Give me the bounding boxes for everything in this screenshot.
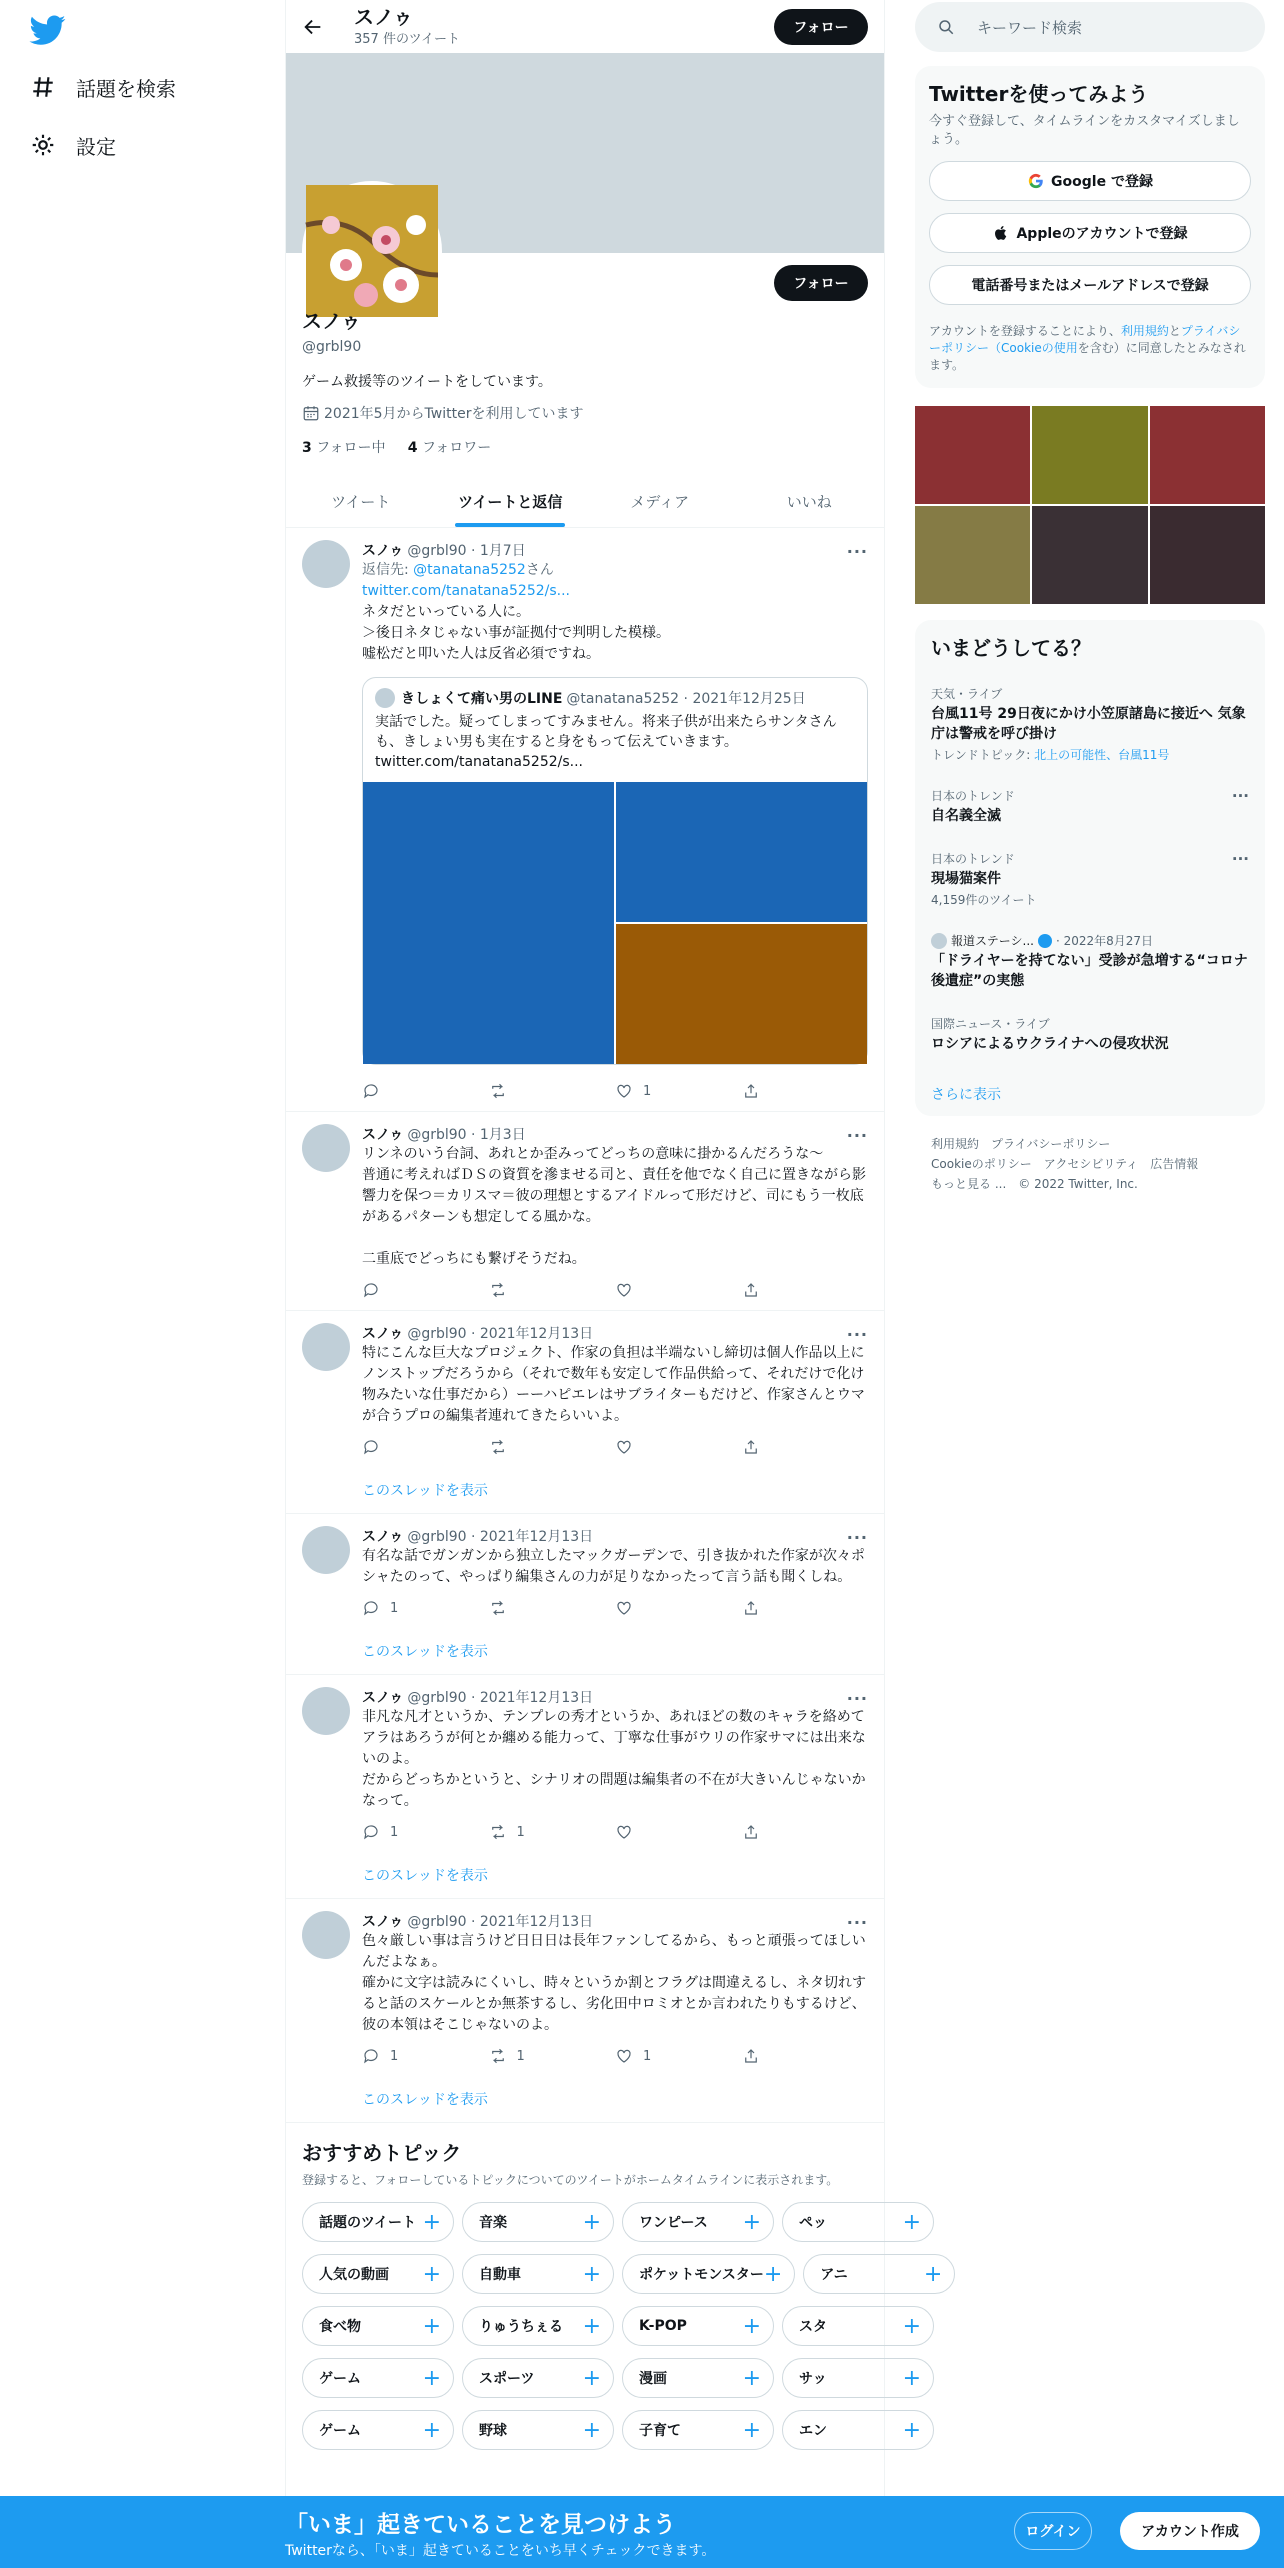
reply-icon — [362, 1438, 380, 1456]
topic-pill[interactable] — [302, 2410, 454, 2450]
tweet-header — [362, 1911, 868, 1931]
retweet-icon — [489, 1823, 507, 1841]
news-source-avatar — [931, 933, 947, 949]
bottom-bar-title: 「いま」起きていることを見つけよう — [285, 2512, 676, 2538]
plus-icon: + — [422, 2417, 441, 2443]
tweet-meta: @grbl90 · 2021年12月13日 — [407, 1690, 594, 1706]
reply-button[interactable] — [362, 1599, 489, 1617]
topic-label: 音楽 — [479, 2215, 507, 2231]
topic-pill[interactable] — [782, 2306, 934, 2346]
google-signup-button[interactable] — [929, 161, 1251, 201]
quote-avatar — [375, 688, 395, 708]
tweet-actions — [362, 1270, 868, 1310]
tweet-link[interactable]: twitter.com/tanatana5252/s... — [362, 583, 570, 599]
trend-title: 現場猫案件 — [931, 871, 1001, 887]
privacy-link[interactable]: プライバシーポリシー（Cookieの使用 — [929, 324, 1241, 355]
plus-icon: + — [742, 2313, 761, 2339]
tweet-header — [362, 1687, 868, 1707]
trend-title: 台風11号 29日夜にかけ小笠原諸島に接近へ 気象庁は警戒を呼び掛け — [931, 706, 1246, 742]
tweet-meta: @grbl90 · 2021年12月13日 — [407, 1529, 594, 1545]
terms-link[interactable]: 利用規約 — [1120, 324, 1169, 338]
google-signup-label: Google で登録 — [1051, 174, 1153, 190]
topic-pill[interactable] — [302, 2306, 454, 2346]
topic-label: 漫画 — [639, 2371, 667, 2387]
more-options-icon[interactable]: ··· — [846, 1126, 868, 1145]
tweet-author-name[interactable]: スノゥ — [362, 1529, 404, 1545]
quote-media-image[interactable] — [616, 924, 867, 1064]
retweet-count: 1 — [516, 1824, 525, 1840]
topic-pill[interactable] — [302, 2358, 454, 2398]
news-date: · 2022年8月27日 — [1055, 934, 1154, 948]
heart-icon — [615, 1599, 633, 1617]
trend-count: 4,159件のツイート — [931, 893, 1037, 907]
share-button[interactable] — [742, 1438, 869, 1456]
reply-icon — [362, 2047, 380, 2065]
topic-label: ゲーム — [319, 2371, 361, 2387]
topic-pill[interactable] — [462, 2202, 614, 2242]
topic-row — [302, 2410, 921, 2450]
tweet[interactable] — [286, 1899, 884, 2123]
media-thumbnail[interactable] — [915, 506, 1030, 604]
footer-link[interactable]: Cookieのポリシー — [931, 1157, 1032, 1171]
plus-icon: + — [422, 2365, 441, 2391]
topic-label: 自動車 — [479, 2267, 521, 2283]
topic-pill[interactable] — [622, 2358, 774, 2398]
heart-icon — [615, 1823, 633, 1841]
tweet-actions — [362, 1812, 868, 1852]
followers-count: 4 — [407, 440, 418, 456]
tweet[interactable] — [286, 528, 884, 1112]
share-icon — [742, 1438, 760, 1456]
tweet-author-name[interactable]: スノゥ — [362, 1914, 404, 1930]
nav-settings-label: 設定 — [76, 134, 116, 159]
tweet-actions — [362, 1588, 868, 1628]
plus-icon: + — [582, 2261, 601, 2287]
calendar-icon — [302, 404, 320, 422]
tab-media[interactable]: メディア — [630, 492, 690, 511]
like-button[interactable] — [615, 1599, 742, 1617]
left-nav — [0, 0, 285, 2568]
show-thread-link[interactable]: このスレッドを表示 — [362, 1483, 488, 1499]
topic-pill[interactable] — [622, 2254, 795, 2294]
reply-to-handle[interactable]: @tanatana5252 — [413, 562, 526, 578]
heart-icon — [615, 1281, 633, 1299]
legal-and: と — [1168, 324, 1181, 338]
retweet-button[interactable] — [489, 1823, 616, 1841]
trend-category: 天気・ライブ — [931, 687, 1003, 701]
apple-signup-button[interactable] — [929, 213, 1251, 253]
plus-icon: + — [422, 2209, 441, 2235]
tweet-actions — [362, 1427, 868, 1467]
media-grid — [915, 406, 1265, 604]
reply-count: 1 — [390, 1824, 399, 1840]
plus-icon: + — [902, 2365, 921, 2391]
profile-follow-stats — [286, 437, 884, 457]
topic-row — [302, 2202, 921, 2242]
following-link[interactable] — [302, 440, 386, 456]
plus-icon: + — [902, 2417, 921, 2443]
more-options-icon[interactable]: ··· — [846, 1325, 868, 1344]
more-options-icon[interactable]: ··· — [1231, 787, 1249, 805]
tweet-text: ネタだといっている人に。 ＞後日ネタじゃない事が証拠付で判明した模様。 嘘松だと叩いた人は反省必須ですね。 — [362, 604, 670, 662]
topic-label: 食べ物 — [319, 2319, 361, 2335]
tweet[interactable] — [286, 1675, 884, 1899]
trend-title: ロシアによるウクライナへの侵攻状況 — [931, 1036, 1169, 1052]
signup-subtitle: 今すぐ登録して、タイムラインをカスタマイズしましょう。 — [929, 114, 1240, 147]
more-options-icon[interactable]: ··· — [1231, 850, 1249, 868]
trends-card — [915, 620, 1265, 1116]
profile-joined — [286, 403, 884, 423]
media-thumbnail[interactable] — [1032, 506, 1147, 604]
heart-icon — [615, 2047, 633, 2065]
retweet-button[interactable] — [489, 2047, 616, 2065]
tweet-meta: @grbl90 · 1月3日 — [407, 1127, 526, 1143]
plus-icon: + — [742, 2365, 761, 2391]
news-title: 「ドライヤーを持てない」受診が急増する“コロナ後遺症”の実態 — [931, 953, 1248, 989]
heart-icon — [615, 1438, 633, 1456]
plus-icon: + — [582, 2313, 601, 2339]
more-options-icon[interactable]: ··· — [846, 1913, 868, 1932]
news-source-name: 報道ステーシ... — [951, 934, 1034, 948]
reply-count: 1 — [390, 1600, 399, 1616]
hashtag-icon — [30, 74, 56, 100]
topic-label: ペッ — [799, 2215, 827, 2231]
heart-icon — [615, 1082, 633, 1100]
nav-settings[interactable] — [30, 120, 116, 170]
tweet-header — [362, 1526, 868, 1546]
topic-pill[interactable] — [462, 2306, 614, 2346]
trend-item[interactable] — [931, 787, 1249, 826]
reply-button[interactable] — [362, 2047, 489, 2065]
search-icon — [937, 18, 955, 36]
reply-count: 1 — [390, 2048, 399, 2064]
reply-suffix: さん — [525, 562, 554, 578]
twitter-logo-icon[interactable] — [30, 12, 66, 48]
topics-subtitle: 登録すると、フォローしているトピックについてのツイートがホームタイムラインに表示されます。 — [302, 2173, 839, 2187]
like-button[interactable] — [615, 1823, 742, 1841]
topic-pill[interactable] — [302, 2254, 454, 2294]
show-thread-link[interactable]: このスレッドを表示 — [362, 1868, 488, 1884]
quote-header — [363, 678, 867, 708]
topic-pill[interactable] — [782, 2410, 934, 2450]
header-name: スノゥ — [354, 5, 413, 29]
bottom-bar-subtitle: Twitterなら、「いま」起きていることをいち早くチェックできます。 — [285, 2543, 716, 2559]
following-label: フォロー中 — [311, 440, 386, 456]
tweet-avatar[interactable] — [302, 540, 350, 588]
trend-category: 国際ニュース・ライブ — [931, 1017, 1050, 1031]
plus-icon: + — [742, 2417, 761, 2443]
tweet-author-name[interactable]: スノゥ — [362, 1690, 404, 1706]
gear-icon — [30, 132, 56, 158]
media-thumbnail[interactable] — [1032, 406, 1147, 504]
news-item[interactable] — [931, 932, 1249, 991]
trend-item[interactable] — [931, 1015, 1249, 1054]
topic-pill[interactable] — [622, 2410, 774, 2450]
like-button[interactable] — [615, 1281, 742, 1299]
tab-tweets[interactable]: ツイート — [331, 492, 391, 511]
profile-top — [286, 253, 884, 343]
plus-icon: + — [763, 2261, 783, 2287]
trend-title: 自名義全滅 — [931, 808, 1001, 824]
more-options-icon[interactable]: ··· — [846, 1689, 868, 1708]
legal-post: を含む）に同意したとみなされます。 — [929, 341, 1246, 372]
topic-label: 人気の動画 — [319, 2267, 389, 2283]
tab-tweets-and-replies[interactable]: ツイートと返信 — [436, 475, 586, 527]
retweet-button[interactable] — [489, 1281, 616, 1299]
plus-icon: + — [923, 2261, 943, 2287]
news-source — [931, 932, 1249, 949]
tweet-author-name[interactable]: スノゥ — [362, 1127, 404, 1143]
profile-handle: @grbl90 — [302, 339, 362, 355]
share-icon — [742, 1281, 760, 1299]
reply-icon — [362, 1281, 380, 1299]
tweet-text: 有名な話でガンガンから独立したマックガーデンで、引き抜かれた作家が次々ポシャたのって、やっぱり編集さんの力が足りなかったって言う話も聞くしね。 — [362, 1548, 865, 1585]
signup-title: Twitterを使ってみよう — [929, 82, 1149, 106]
retweet-button[interactable] — [489, 1438, 616, 1456]
topic-pill[interactable] — [462, 2410, 614, 2450]
signup-card — [915, 66, 1265, 388]
profile-avatar[interactable] — [302, 181, 442, 321]
reply-icon — [362, 1823, 380, 1841]
topic-label: ポケットモンスター — [639, 2267, 764, 2283]
tweet-author-name[interactable]: スノゥ — [362, 543, 404, 559]
profile-joined-text: 2021年5月からTwitterを利用しています — [324, 406, 584, 422]
topic-pill[interactable] — [462, 2358, 614, 2398]
topic-label: アニ — [820, 2267, 848, 2283]
copyright: © 2022 Twitter, Inc. — [1018, 1177, 1138, 1191]
retweet-icon — [489, 2047, 507, 2065]
quote-text: 実話でした。疑ってしまってすみません。将来子供が出来たらサンタさんも、きしょい男も実在すると身をもって伝えていきます。 twitter.com/tanatana5252/s... — [375, 714, 837, 770]
tweet-meta: @grbl90 · 2021年12月13日 — [407, 1326, 594, 1342]
nav-explore-label: 話題を検索 — [76, 76, 176, 101]
right-sidebar — [915, 0, 1265, 1194]
retweet-icon — [489, 1438, 507, 1456]
topic-pill[interactable] — [622, 2306, 774, 2346]
plus-icon: + — [902, 2313, 921, 2339]
followers-link[interactable] — [408, 440, 492, 456]
flower-avatar-image — [306, 185, 438, 317]
follow-button[interactable]: フォロー — [774, 265, 868, 301]
topic-label: スポーツ — [479, 2371, 535, 2387]
quote-media-image[interactable] — [363, 782, 614, 1064]
share-button[interactable] — [742, 1281, 869, 1299]
tweet-text: 非凡な凡才というか、テンプレの秀才というか、あれほどの数のキャラを絡めてアラはあろうが何とか纏める能力って、丁寧な仕事がウリの作家サマには出来ないのよ。 だからどっちかというと、シナリオの問題は編集者の不在が大きいんじゃないかなって。 — [362, 1709, 866, 1809]
tweet-actions — [362, 2036, 868, 2076]
verified-badge-icon — [1038, 934, 1052, 948]
tweet-author-name[interactable]: スノゥ — [362, 1326, 404, 1342]
tweet-avatar[interactable] — [302, 1526, 350, 1574]
profile-header — [286, 0, 884, 53]
topic-label: ゲーム — [319, 2423, 361, 2439]
header-text — [354, 6, 460, 47]
show-more-link[interactable]: さらに表示 — [931, 1087, 1001, 1103]
topic-pill[interactable] — [622, 2202, 774, 2242]
topic-row — [302, 2306, 921, 2346]
plus-icon: + — [582, 2417, 601, 2443]
reply-button[interactable] — [362, 1823, 489, 1841]
topic-label: ワンピース — [639, 2215, 708, 2231]
trend-subtitle — [931, 746, 1249, 763]
footer-link[interactable]: プライバシーポリシー — [991, 1137, 1111, 1151]
bottom-signup-bar — [0, 2496, 1284, 2568]
quote-media-grid — [363, 782, 867, 1064]
quoted-tweet[interactable] — [362, 677, 868, 1065]
like-count: 1 — [643, 1083, 652, 1099]
topic-row — [302, 2254, 943, 2294]
nav-explore[interactable] — [30, 62, 176, 112]
share-button[interactable] — [742, 1599, 869, 1617]
tweet[interactable] — [286, 1112, 884, 1311]
trend-item[interactable] — [931, 850, 1249, 908]
tweet-header — [362, 1323, 868, 1343]
tweet-meta: @grbl90 · 2021年12月13日 — [407, 1914, 594, 1930]
login-button[interactable]: ログイン — [1014, 2512, 1092, 2550]
topic-pill[interactable] — [302, 2202, 454, 2242]
plus-icon: + — [582, 2365, 601, 2391]
topic-pill[interactable] — [782, 2202, 934, 2242]
tweet-header — [362, 1124, 868, 1144]
retweet-icon — [489, 1281, 507, 1299]
topic-label: りゅうちぇる — [479, 2319, 563, 2335]
topic-pill[interactable] — [782, 2358, 934, 2398]
tweet[interactable] — [286, 1311, 884, 1514]
tweet-avatar[interactable] — [302, 1323, 350, 1371]
media-thumbnail[interactable] — [1150, 506, 1265, 604]
tweet-text: リンネのいう台詞、あれとか歪みってどっちの意味に掛かるんだろうな～ 普通に考えればＤＳの資質を滲ませる司と、責任を他でなく自己に置きながら影響力を保つ＝カリスマ＝彼の理想とするアイドルって形だけど、司にもう一枚底があるパターンも想定してる風かな。 二重底でどっちにも繋げそうだね。 — [362, 1146, 866, 1267]
share-icon — [742, 2047, 760, 2065]
topic-label: サッ — [799, 2371, 827, 2387]
tweet-avatar[interactable] — [302, 1687, 350, 1735]
plus-icon: + — [742, 2209, 761, 2235]
like-button[interactable] — [615, 1438, 742, 1456]
reply-to-line — [362, 560, 868, 581]
quote-meta: @tanatana5252 · 2021年12月25日 — [566, 691, 806, 707]
topics-title: おすすめトピック — [302, 2141, 462, 2165]
plus-icon: + — [582, 2209, 601, 2235]
header-follow-button[interactable]: フォロー — [774, 9, 868, 45]
legal-pre: アカウントを登録することにより、 — [929, 324, 1121, 338]
media-thumbnail[interactable] — [915, 406, 1030, 504]
trend-sub-prefix: トレンドトピック: — [931, 748, 1035, 762]
tweet[interactable] — [286, 1514, 884, 1675]
header-tweet-count: 357 件のツイート — [354, 32, 461, 47]
tweet-header — [362, 540, 868, 560]
reply-button[interactable] — [362, 1438, 489, 1456]
trend-category: 日本のトレンド — [931, 789, 1015, 803]
like-button[interactable] — [615, 1082, 742, 1100]
more-options-icon[interactable]: ··· — [846, 1528, 868, 1547]
trends-title: いまどうしてる？ — [931, 636, 1091, 660]
trend-item[interactable] — [931, 685, 1249, 763]
footer-link[interactable]: もっと見る ... — [931, 1177, 1007, 1191]
topic-label: スタ — [799, 2319, 827, 2335]
tweet-actions — [362, 1071, 868, 1111]
share-icon — [742, 1599, 760, 1617]
topic-label: 子育て — [639, 2423, 681, 2439]
share-button[interactable] — [742, 1823, 869, 1841]
reply-icon — [362, 1599, 380, 1617]
share-button[interactable] — [742, 2047, 869, 2065]
search-input[interactable] — [915, 2, 1265, 52]
apple-icon — [992, 224, 1010, 242]
quote-media-image[interactable] — [616, 782, 867, 922]
footer-link[interactable]: 利用規約 — [931, 1137, 980, 1151]
google-icon — [1027, 172, 1045, 190]
phone-email-signup-button[interactable]: 電話番号またはメールアドレスで登録 — [929, 265, 1251, 305]
profile-name: スノゥ — [302, 309, 361, 333]
more-options-icon[interactable]: ··· — [846, 542, 868, 561]
plus-icon: + — [902, 2209, 921, 2235]
footer-link[interactable]: 広告情報 — [1150, 1157, 1199, 1171]
topic-pills — [302, 2202, 943, 2450]
tweet-meta: @grbl90 · 1月7日 — [407, 543, 526, 559]
search-placeholder: キーワード検索 — [977, 18, 1083, 37]
topic-row — [302, 2358, 921, 2398]
footer-links — [915, 1134, 1265, 1194]
followers-label: フォロワー — [417, 440, 492, 456]
retweet-button[interactable] — [489, 1082, 616, 1100]
main-column — [285, 0, 943, 2568]
retweet-icon — [489, 1082, 507, 1100]
footer-link[interactable]: アクセシビリティ — [1043, 1157, 1139, 1171]
media-thumbnail[interactable] — [1150, 406, 1265, 504]
recommended-topics — [286, 2123, 943, 2450]
share-button[interactable] — [742, 1082, 869, 1100]
show-thread-link[interactable]: このスレッドを表示 — [362, 1644, 488, 1660]
profile-tabs — [286, 475, 884, 528]
back-arrow-icon[interactable] — [302, 16, 324, 38]
topic-label: 野球 — [479, 2423, 507, 2439]
reply-button[interactable] — [362, 1082, 489, 1100]
reply-icon — [362, 1082, 380, 1100]
tweet-text: 特にこんな巨大なプロジェクト、作家の負担は半端ないし締切は個人作品以上にノンストップだろうから（それで数年も安定して作品供給って、それだけで化け物みたいな仕事だから）ーーハピエレはサブライターもだけど、作家さんとウマが合うプロの編集者連れてきたらいいよ。 — [362, 1345, 865, 1424]
signup-legal — [929, 323, 1251, 374]
trend-sub-link[interactable]: 北上の可能性、台風11号 — [1034, 748, 1170, 762]
topic-label: K-POP — [639, 2318, 687, 2334]
retweet-button[interactable] — [489, 1599, 616, 1617]
like-count: 1 — [643, 2048, 652, 2064]
plus-icon: + — [422, 2313, 441, 2339]
topic-label: 話題のツイート — [319, 2215, 417, 2231]
profile-bio: ゲーム救援等のツイートをしています。 — [302, 374, 552, 390]
quote-author-name: きしょくて痛い男のLINE — [401, 691, 563, 707]
tweet-avatar[interactable] — [302, 1911, 350, 1959]
share-icon — [742, 1082, 760, 1100]
tab-likes[interactable]: いいね — [786, 492, 832, 511]
share-icon — [742, 1823, 760, 1841]
show-thread-link[interactable]: このスレッドを表示 — [362, 2092, 488, 2108]
retweet-count: 1 — [516, 2048, 525, 2064]
tweet-text: 色々厳しい事は言うけど日日日は長年ファンしてるから、もっと頑張ってほしいんだよなぁ。 確かに文字は読みにくいし、時々というか割とフラグは間違えるし、ネタ切れすると話のスケールとか無茶するし、劣化田中ロミオとか言われたりもするけど、彼の本領はそこじゃないのよ。 — [362, 1933, 866, 2033]
retweet-icon — [489, 1599, 507, 1617]
topic-pill[interactable] — [462, 2254, 614, 2294]
reply-prefix: 返信先: — [362, 562, 414, 578]
like-button[interactable] — [615, 2047, 742, 2065]
tweet-avatar[interactable] — [302, 1124, 350, 1172]
plus-icon: + — [422, 2261, 441, 2287]
apple-signup-label: Appleのアカウントで登録 — [1016, 226, 1188, 242]
topic-label: エン — [799, 2423, 827, 2439]
reply-button[interactable] — [362, 1281, 489, 1299]
following-count: 3 — [302, 440, 312, 456]
topic-pill[interactable] — [803, 2254, 955, 2294]
signup-button[interactable]: アカウント作成 — [1120, 2512, 1260, 2550]
trend-category: 日本のトレンド — [931, 852, 1015, 866]
